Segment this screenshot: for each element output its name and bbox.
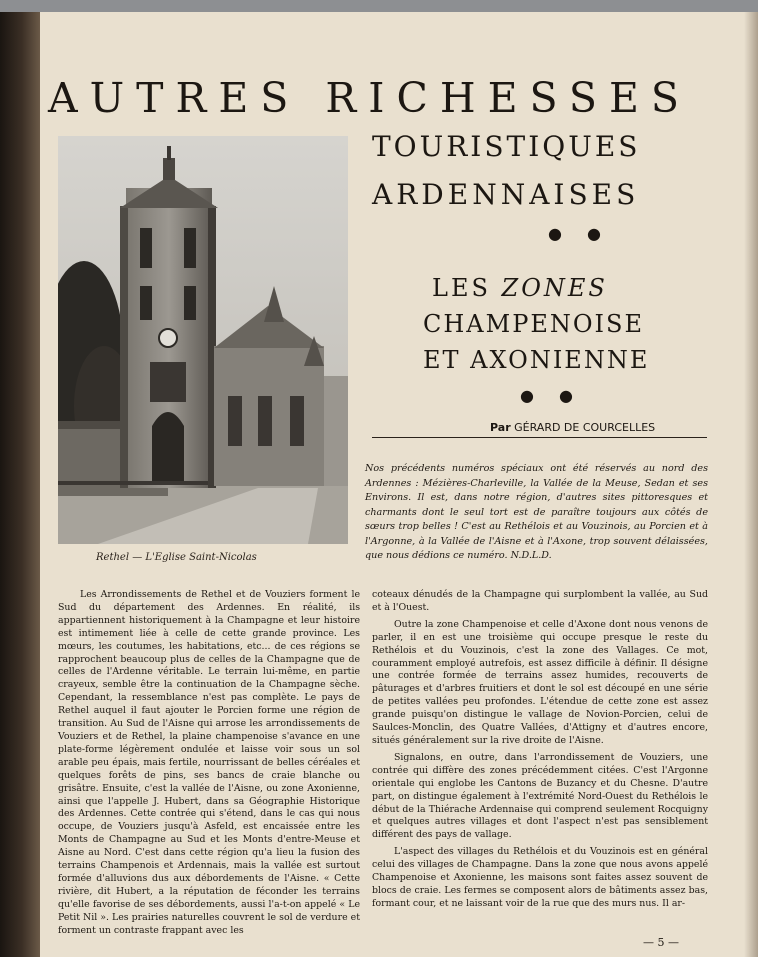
- section-line-axonienne: ET AXONIENNE: [423, 346, 650, 374]
- section-line-les-zones: [432, 274, 608, 302]
- page-number: — 5 —: [643, 936, 679, 949]
- body-column-left: [58, 589, 360, 937]
- body-paragraph: Signalons, en outre, dans l'arrondissement de Vouziers, une contrée qui diffère des zones précédemment citées. C'est l'Argonne orientale qui englobe les Cantons de Buzancy et du Chesne. D'autre part, on distingue également à l'extrémité Nord-Ouest du Rethélois le début de la Thiérache Ardennaise qui comprend seulement Rocquigny et quelques autres villages et dont l'aspect n'est pas sensiblement différent des pays de vallage.: [372, 751, 708, 841]
- title-line-touristiques: TOURISTIQUES: [372, 130, 641, 163]
- ornament-dots-bottom: ● ●: [520, 386, 584, 405]
- author-byline: [490, 421, 705, 434]
- section-word-zones: ZONES: [501, 274, 608, 302]
- church-photo: [58, 136, 348, 544]
- byline-prefix: Par: [490, 421, 511, 434]
- body-column-right: [372, 589, 708, 911]
- byline-author: GÉRARD DE COURCELLES: [514, 421, 656, 434]
- main-title: AUTRES RICHESSES: [48, 74, 692, 122]
- section-line-champenoise: CHAMPENOISE: [423, 310, 644, 338]
- scan-edge: [0, 0, 758, 12]
- body-paragraph: L'aspect des villages du Rethélois et du Vouzinois est en général celui des villages de Champagne. Dans la zone que nous avons appelé Champenoise et Axonienne, les maisons sont faites assez souvent de blocs de craie. Les fermes se composent alors de bâtiments assez bas, formant cour, et ne laissant voir de la rue que des murs nus. Il ar-: [372, 846, 708, 909]
- byline-rule: [372, 437, 707, 438]
- book-binding: [0, 0, 40, 957]
- ornament-dots-top: ● ●: [548, 224, 612, 243]
- body-paragraph: coteaux dénudés de la Champagne qui surplombent la vallée, au Sud et à l'Ouest.: [372, 589, 708, 613]
- magazine-page: [40, 12, 758, 957]
- title-line-ardennaises: ARDENNAISES: [372, 178, 640, 211]
- body-paragraph: Outre la zone Champenoise et celle d'Axone dont nous venons de parler, il en est une troisième qui occupe presque le reste du Rethélois et du Vouzinois, c'est la zone des Vallages. Ce mot, couramment employé autrefois, est assez difficile à définir. Il désigne une contrée formée de terrains assez humides, recouverts de pâturages et d'arbres fruitiers et dont le sol est découpé en une série de petites vallées peu profondes. L'étendue de cette zone est assez grande puisqu'on distingue le vallage de Novion-Porcien, celui de Saulces-Monclin, des Quatre Vallées, d'Attigny et d'autres encore, situés généralement sur la rive droite de l'Aisne.: [372, 618, 708, 746]
- church-illustration: [58, 136, 348, 544]
- body-paragraph: Les Arrondissements de Rethel et de Vouziers forment le Sud du département des Ardennes. En réalité, ils appartiennent historiquement à la Champagne et leur histoire est intimement liée à celle de cette grande province. Les mœurs, les coutumes, les habitations, etc... de ces régions se rapprochent beaucoup plus de celles de la Champagne que de celles de l'Ardenne véritable. Le terrain lui-même, en partie crayeux, semble être la continuation de la Champagne sèche. Cependant, la ressemblance n'est pas complète. Le pays de Rethel auquel il faut ajouter le Porcien forme une région de transition. Au Sud de l'Aisne qui arrose les arrondissements de Vouziers et de Rethel, la plaine champenoise s'avance en une plate-forme légèrement ondulée et laisse voir sous un sol arable peu épais, mais fertile, nourrissant de belles céréales et quelques forêts de pins, ses bancs de craie blanche ou grisâtre. Ensuite, c'est la vallée de l'Aisne, ou zone Axonienne, ainsi que l'appelle J. Hubert, dans sa Géographie Historique des Ardennes. Cette contrée qui s'étend, dans le cas qui nous occupe, de Vouziers jusqu'à Asfeld, est encaissée entre les Monts de Champagne au Sud et les Monts d'entre-Meuse et Aisne au Nord. C'est dans cette région qu'a lieu la fusion des terrains Champenois et Ardennais, mais la vallée est surtout formée d'alluvions dus aux débordements de l'Aisne. « Cette rivière, dit Hubert, a la réputation de féconder les terrains qu'elle favorise de ses débordements, aussi l'a-t-on appelé « Le Petit Nil ». Les prairies naturelles couvrent le sol de verdure et forment un contraste frappant avec les: [58, 589, 360, 936]
- editor-note: Nos précédents numéros spéciaux ont été réservés au nord des Ardennes : Mézières-Charleville, la Vallée de la Meuse, Sedan et ses Environs. Il est, dans notre région, d'autres sites pittoresques et charmants dont le seul tort est de paraître toujours aux côtés de sœurs trop belles ! C'est au Rethélois et au Vouzinois, au Porcien et à l'Argonne, à la Vallée de l'Aisne et à l'Axone, trop souvent délaissées, que nous dédions ce numéro. N.D.L.D.: [365, 463, 708, 561]
- photo-caption: Rethel — L'Eglise Saint-Nicolas: [96, 552, 257, 563]
- section-word-les: LES: [432, 274, 491, 302]
